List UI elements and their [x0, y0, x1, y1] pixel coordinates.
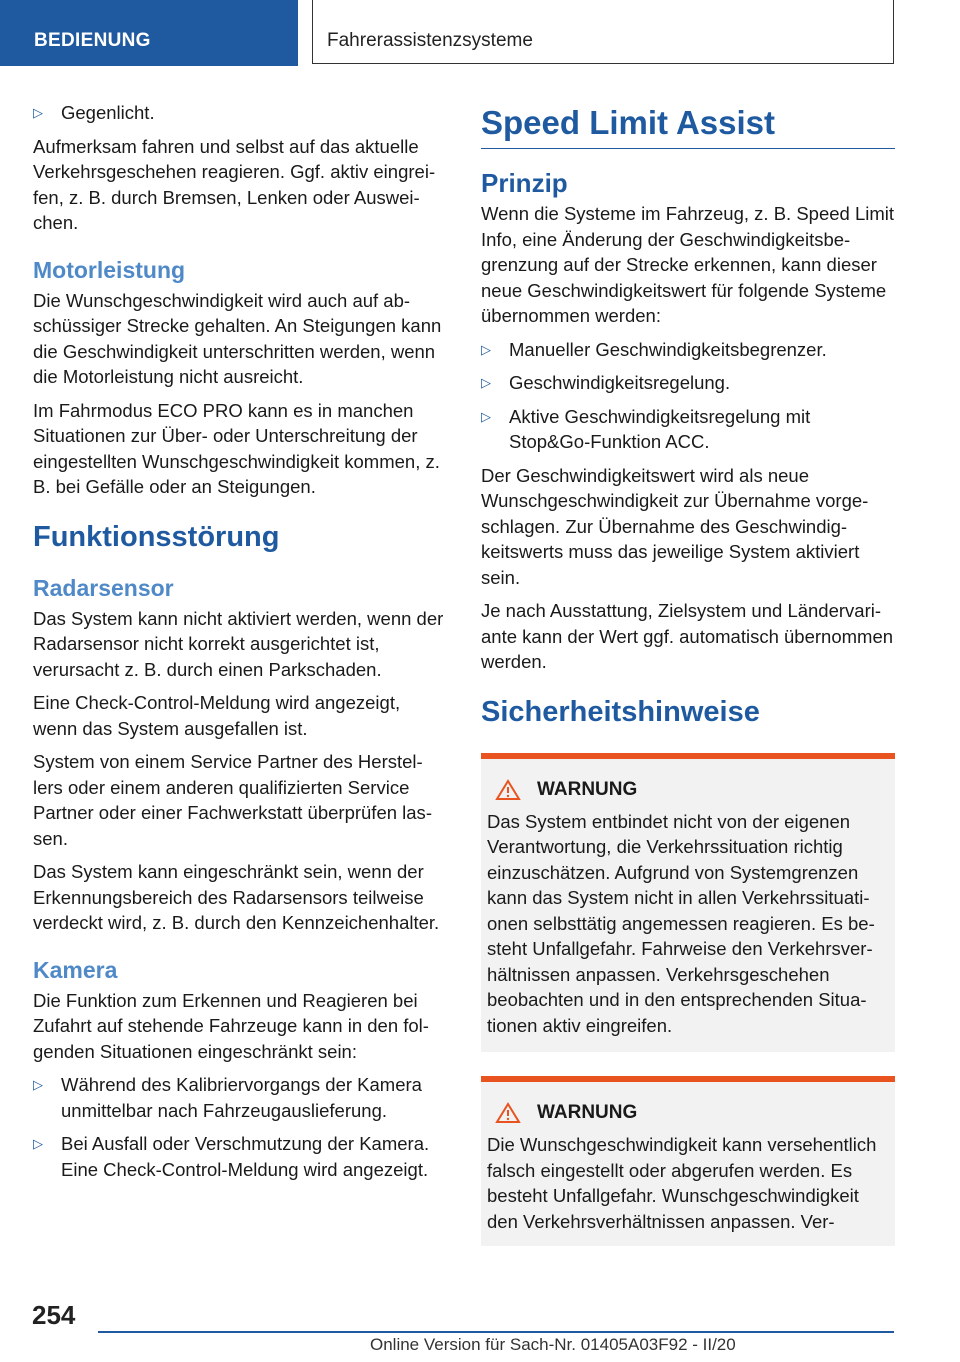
heading-funktionsstoerung: Funktionsstörung [33, 520, 280, 553]
triangle-bullet-icon: ▷ [481, 341, 491, 357]
page-header [0, 0, 960, 66]
right-column [481, 100, 895, 1264]
list-item-text: Gegenlicht. [61, 102, 155, 123]
warning-triangle-icon [495, 779, 521, 801]
heading-sicherheitshinweise: Sicherheitshinweise [481, 695, 760, 728]
section-tab: BEDIENUNG [0, 0, 298, 66]
subheading-kamera: Kamera [33, 956, 118, 983]
subheading-prinzip: Prinzip [481, 168, 568, 198]
chapter-title: Fahrerassistenzsysteme [312, 0, 894, 64]
paragraph: System von einem Service Partner des Herstellers oder einem anderen qualifizierten Service Partner oder einer Fachwerkstatt überprüfen lassen. [33, 751, 432, 849]
triangle-bullet-icon: ▷ [33, 1136, 43, 1151]
list-item [33, 1131, 445, 1182]
warning-text: Das System entbindet nicht von der eigenen Verantwortung, die Verkehrssituation richtig einzuschätzen. Aufgrund von Systemgrenzen kann das System nicht in allen Verkehrssituationen selbsttätig angemessen reagieren. Es besteht Unfallgefahr. Fahrweise den Verkehrsverhältnissen anpassen. Verkehrsgeschehen beobachten und in den entsprechenden Situationen aktiv eingreifen. [487, 810, 875, 1036]
paragraph: Wenn die Systeme im Fahrzeug, z. B. Speed Limit Info, eine Änderung der Geschwindigkeitsbegrenzung auf der Strecke erkennen, kann dieser neue Geschwindigkeitswert für folgende Systeme übernommen werden: [481, 203, 895, 326]
list-item-text: Manueller Geschwindigkeitsbegrenzer. [509, 338, 827, 360]
warning-title [495, 779, 889, 801]
footer-divider [98, 1331, 894, 1333]
paragraph: Das System kann nicht aktiviert werden, wenn der Radarsensor nicht korrekt ausgerichtet ist, verursacht z. B. durch einen Parkschaden. [33, 607, 444, 680]
heading-speed-limit-assist: Speed Limit Assist [481, 100, 895, 149]
triangle-bullet-icon: ▷ [33, 1077, 43, 1092]
triangle-bullet-icon: ▷ [33, 105, 43, 120]
list-item [481, 404, 895, 455]
warning-triangle-icon [495, 1102, 521, 1124]
warning-title [495, 1102, 889, 1124]
paragraph: Die Wunschgeschwindigkeit wird auch auf abschüssiger Strecke gehalten. An Steigungen kann die Geschwindigkeit unterschritten werden, wenn die Motorleistung nicht ausreicht. [33, 289, 442, 387]
list-item-text: Geschwindigkeitsregelung. [509, 372, 731, 393]
paragraph: Das System kann eingeschränkt sein, wenn der Erkennungsbereich des Radarsensors teilweise verdeckt wird, z. B. durch den Kennzeichenhalter. [33, 861, 440, 933]
paragraph: Der Geschwindigkeitswert wird als neue Wunschgeschwindigkeit zur Übernahme vorgeschlagen. Zur Übernahme des Geschwindigkeitswerts muss das jeweilige System aktiviert sein. [481, 464, 869, 588]
list-item-text: Aktive Geschwindigkeitsregelung mit Stop&Go-Funktion ACC. [509, 405, 811, 452]
warning-box [481, 753, 895, 1053]
paragraph: Die Funktion zum Erkennen und Reagieren bei Zufahrt auf stehende Fahrzeuge kann in den folgenden Situationen eingeschränkt sein: [33, 989, 429, 1062]
warning-text: Die Wunschgeschwindigkeit kann versehentlich falsch eingestellt oder abgerufen werden. Es besteht Unfallgefahr. Wunschgeschwindigkeit den Verkehrsverhältnissen anpassen. Ver- [487, 1134, 877, 1232]
list-item [481, 370, 895, 396]
list-item [33, 100, 445, 126]
paragraph: Aufmerksam fahren und selbst auf das aktuelle Verkehrsgeschehen reagieren. Ggf. aktiv eingreifen, z. B. durch Bremsen, Lenken oder Ausweichen. [33, 135, 436, 233]
subheading-radarsensor: Radarsensor [33, 574, 174, 601]
list-item-text: Bei Ausfall oder Verschmutzung der Kamera. Eine Check-Control-Meldung wird angezeigt. [61, 1133, 430, 1180]
subheading-motorleistung: Motorleistung [33, 256, 186, 283]
list-item [481, 337, 895, 363]
paragraph: Im Fahrmodus ECO PRO kann es in manchen Situationen zur Über- oder Unterschreitung der eingestellten Wunschgeschwindigkeit kommen, z. B. bei Gefälle oder an Steigungen. [33, 399, 440, 497]
triangle-bullet-icon: ▷ [481, 408, 491, 424]
triangle-bullet-icon: ▷ [481, 375, 491, 390]
warning-box [481, 1076, 895, 1246]
footer-online-version: Online Version für Sach-Nr. 01405A03F92 - II/20 [370, 1335, 736, 1354]
paragraph: Eine Check-Control-Meldung wird angezeigt, wenn das System ausgefallen ist. [33, 692, 401, 739]
warning-title-text: WARNUNG [537, 1102, 638, 1123]
list-item [33, 1072, 445, 1123]
left-column [33, 100, 445, 1190]
warning-title-text: WARNUNG [537, 778, 638, 800]
page-number: 254 [32, 1300, 76, 1330]
list-item-text: Während des Kalibriervorgangs der Kamera unmittelbar nach Fahrzeugauslieferung. [61, 1074, 422, 1121]
paragraph: Je nach Ausstattung, Zielsystem und Ländervariante kann der Wert ggf. automatisch übernommen werden. [481, 600, 894, 672]
